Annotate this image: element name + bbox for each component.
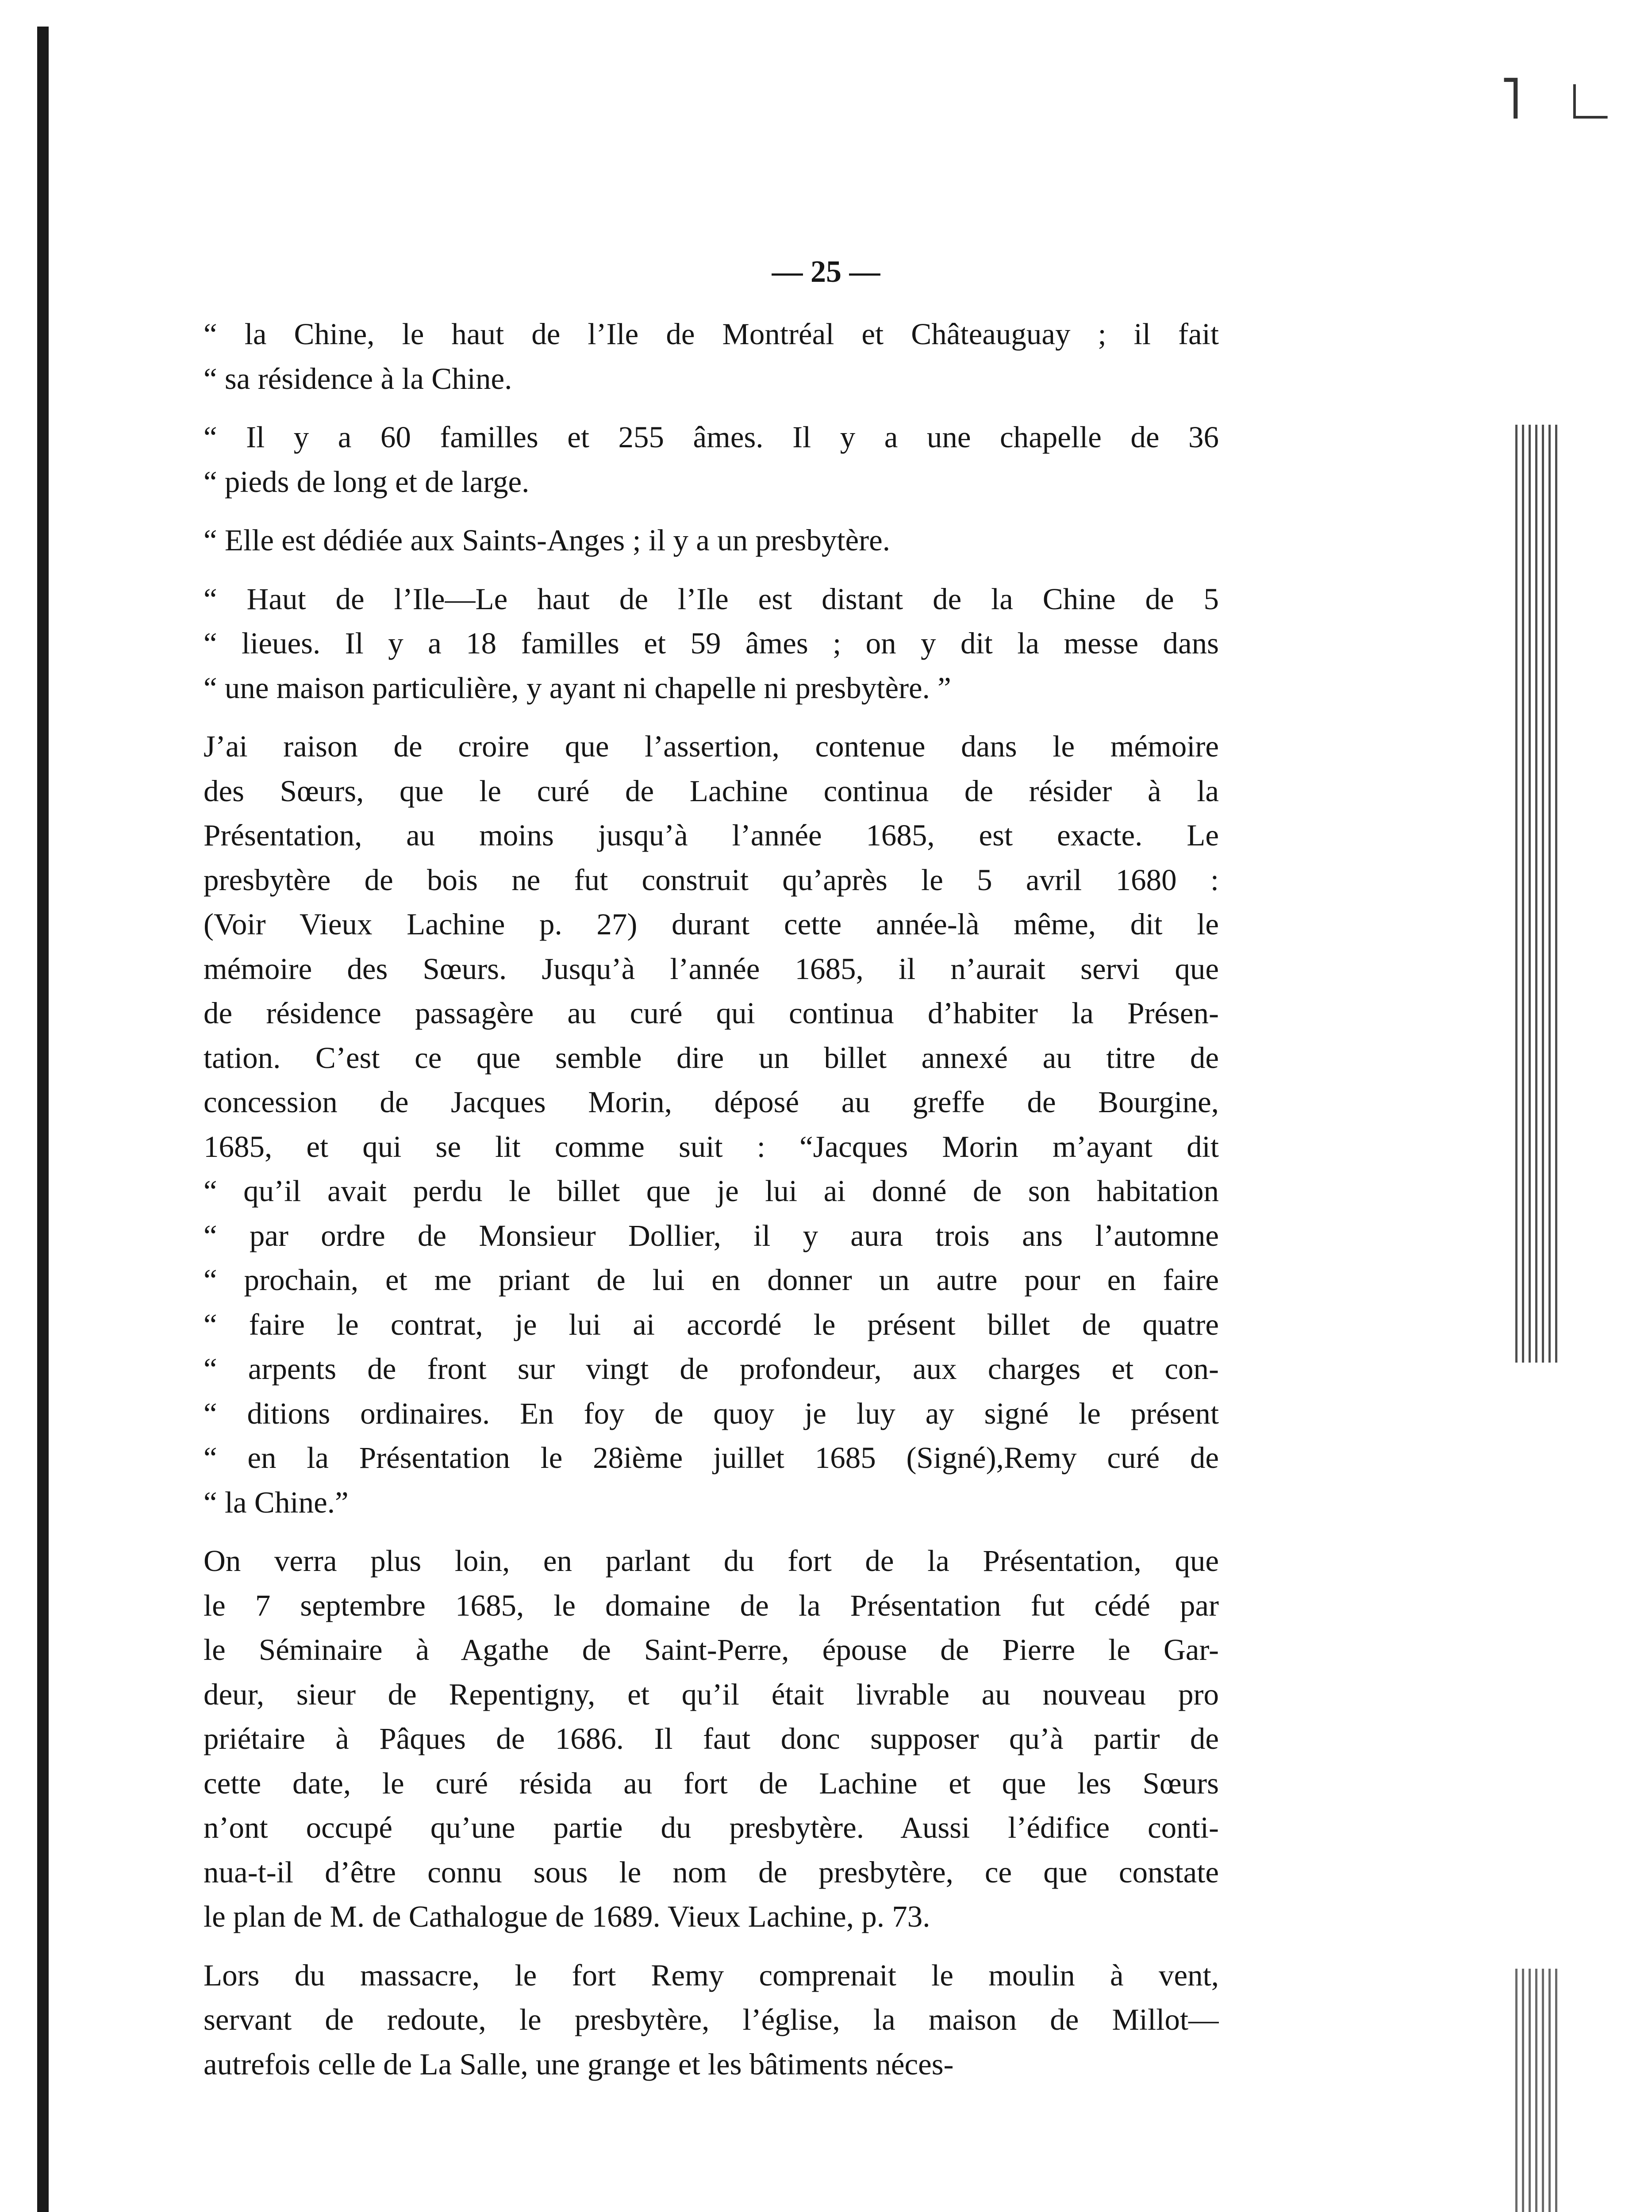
text-line: servant de redoute, le presbytère, l’église, la maison de Millot— — [204, 2003, 1219, 2036]
text-line: n’ont occupé qu’une partie du presbytère. Aussi l’édifice conti- — [204, 1811, 1219, 1844]
text-line: “ Elle est dédiée aux Saints-Anges ; il y a un presbytère. — [204, 523, 891, 557]
text-line: “ prochain, et me priant de lui en donner un autre pour en faire — [204, 1263, 1219, 1297]
text-line: “ Haut de l’Ile—Le haut de l’Ile est distant de la Chine de 5 — [204, 582, 1219, 616]
binding-edge — [37, 27, 49, 2212]
text-line: deur, sieur de Repentigny, et qu’il était livrable au nouveau pro — [204, 1677, 1219, 1711]
text-line: autrefois celle de La Salle, une grange et les bâtiments néces- — [204, 2047, 954, 2081]
text-line: On verra plus loin, en parlant du fort de la Présentation, que — [204, 1544, 1219, 1578]
text-line: “ lieues. Il y a 18 familles et 59 âmes ; on y dit la messe dans — [204, 626, 1219, 660]
text-line: le 7 septembre 1685, le domaine de la Présentation fut cédé par — [204, 1588, 1219, 1622]
text-line: tation. C’est ce que semble dire un billet annexé au titre de — [204, 1041, 1219, 1075]
text-line: “ Il y a 60 familles et 255 âmes. Il y a une chapelle de 36 — [204, 420, 1219, 454]
text-line: “ ditions ordinaires. En foy de quoy je luy ay signé le présent — [204, 1396, 1219, 1430]
text-line: cette date, le curé résida au fort de Lachine et que les Sœurs — [204, 1766, 1219, 1800]
text-line: “ arpents de front sur vingt de profondeur, aux charges et con- — [204, 1352, 1219, 1386]
text-line: des Sœurs, que le curé de Lachine continua de résider à la — [204, 774, 1219, 808]
paragraph-gap — [204, 401, 1219, 415]
text-line: Présentation, au moins jusqu’à l’année 1685, est exacte. Le — [204, 818, 1219, 852]
text-line: J’ai raison de croire que l’assertion, contenue dans le mémoire — [204, 730, 1219, 763]
text-line: Lors du massacre, le fort Remy comprenait le moulin à vent, — [204, 1958, 1219, 1992]
scan-edge-strip — [1515, 425, 1560, 1363]
paragraph-gap — [204, 710, 1219, 724]
paragraph-gap — [204, 504, 1219, 518]
text-line: de résidence passagère au curé qui continua d’habiter la Présen- — [204, 996, 1219, 1030]
body-text — [204, 312, 1219, 2086]
corner-scan-mark: ∟ — [1562, 68, 1618, 131]
text-line: “ pieds de long et de large. — [204, 465, 530, 499]
text-line: “ faire le contrat, je lui ai accordé le présent billet de quatre — [204, 1307, 1219, 1341]
text-line: le plan de M. de Cathalogue de 1689. Vieux Lachine, p. 73. — [204, 1900, 930, 1933]
text-line: “ par ordre de Monsieur Dollier, il y aura trois ans l’automne — [204, 1218, 1219, 1252]
text-line: “ la Chine.” — [204, 1485, 349, 1519]
page-number: — 25 — — [772, 255, 880, 289]
text-line: “ la Chine, le haut de l’Ile de Montréal et Châteauguay ; il fait — [204, 317, 1219, 351]
text-line: presbytère de bois ne fut construit qu’après le 5 avril 1680 : — [204, 863, 1219, 897]
text-line: “ qu’il avait perdu le billet que je lui ai donné de son habitation — [204, 1174, 1219, 1208]
text-line: nua-t-il d’être connu sous le nom de presbytère, ce que constate — [204, 1855, 1219, 1889]
text-line: le Séminaire à Agathe de Saint-Perre, épouse de Pierre le Gar- — [204, 1633, 1219, 1667]
paragraph-gap — [204, 563, 1219, 577]
text-line: (Voir Vieux Lachine p. 27) durant cette année-là même, dit le — [204, 907, 1219, 941]
text-line: “ en la Présentation le 28ième juillet 1685 (Signé),Remy curé de — [204, 1441, 1219, 1475]
scan-edge-strip — [1515, 1969, 1560, 2212]
text-line: 1685, et qui se lit comme suit : “Jacques Morin m’ayant dit — [204, 1129, 1219, 1164]
text-line: “ sa résidence à la Chine. — [204, 361, 512, 396]
paragraph-gap — [204, 1939, 1219, 1953]
paragraph-gap — [204, 1525, 1219, 1539]
text-line: “ une maison particulière, y ayant ni chapelle ni presbytère. ” — [204, 671, 951, 705]
text-line: mémoire des Sœurs. Jusqu’à l’année 1685, il n’aurait servi que — [204, 952, 1219, 986]
text-line: concession de Jacques Morin, déposé au greffe de Bourgine, — [204, 1085, 1219, 1119]
corner-scan-mark: ˥ — [1500, 68, 1522, 131]
text-line: priétaire à Pâques de 1686. Il faut donc supposer qu’à partir de — [204, 1722, 1219, 1755]
